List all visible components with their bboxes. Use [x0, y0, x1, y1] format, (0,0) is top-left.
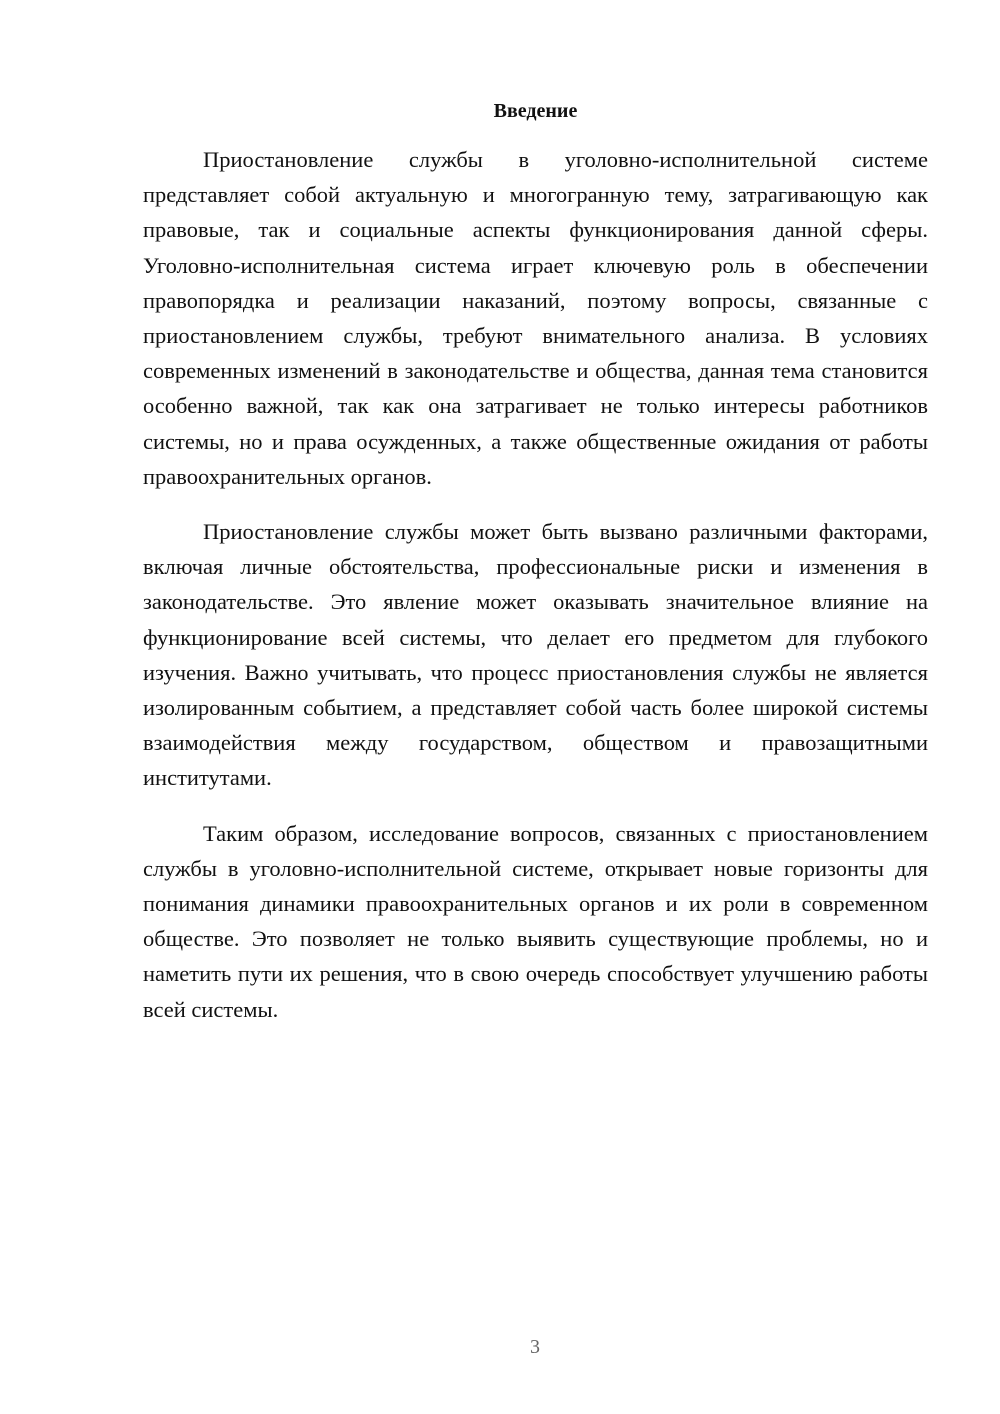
paragraph-2: Приостановление службы может быть вызвано различными факторами, включая личные обстоятельства, профессиональные риски и изменения в законодательстве. Это явление может оказывать значительное влияние на функционирование всей системы, что делает его предметом для глубокого изучения. Важно учитывать, что процесс приостановления службы не является изолированным событием, а представляет собой часть более широкой системы взаимодействия между государством, обществом и правозащитными институтами. — [143, 519, 928, 791]
paragraph-3: Таким образом, исследование вопросов, связанных с приостановлением службы в уголовно-исполнительной системе, открывает новые горизонты для понимания динамики правоохранительных органов и их роли в современном обществе. Это позволяет не только выявить существующие проблемы, но и наметить пути их решения, что в свою очередь способствует улучшению работы всей системы. — [143, 820, 928, 1022]
page-number: 3 — [530, 1336, 540, 1358]
page-title: Введение — [493, 100, 578, 122]
paragraph-1: Приостановление службы в уголовно-исполнительной системе представляет собой актуальную и многогранную тему, затрагивающую как правовые, так и социальные аспекты функционирования данной сферы. Уголовно-исполнительная система играет ключевую роль в обеспечении правопорядка и реализации наказаний, поэтому вопросы, связанные с приостановлением службы, требуют внимательного анализа. В условиях современных изменений в законодательстве и общества, данная тема становится особенно важной, так как она затрагивает не только интересы работников системы, но и права осужденных, а также общественные ожидания от работы правоохранительных органов. — [143, 147, 928, 489]
body-text — [143, 142, 928, 1047]
